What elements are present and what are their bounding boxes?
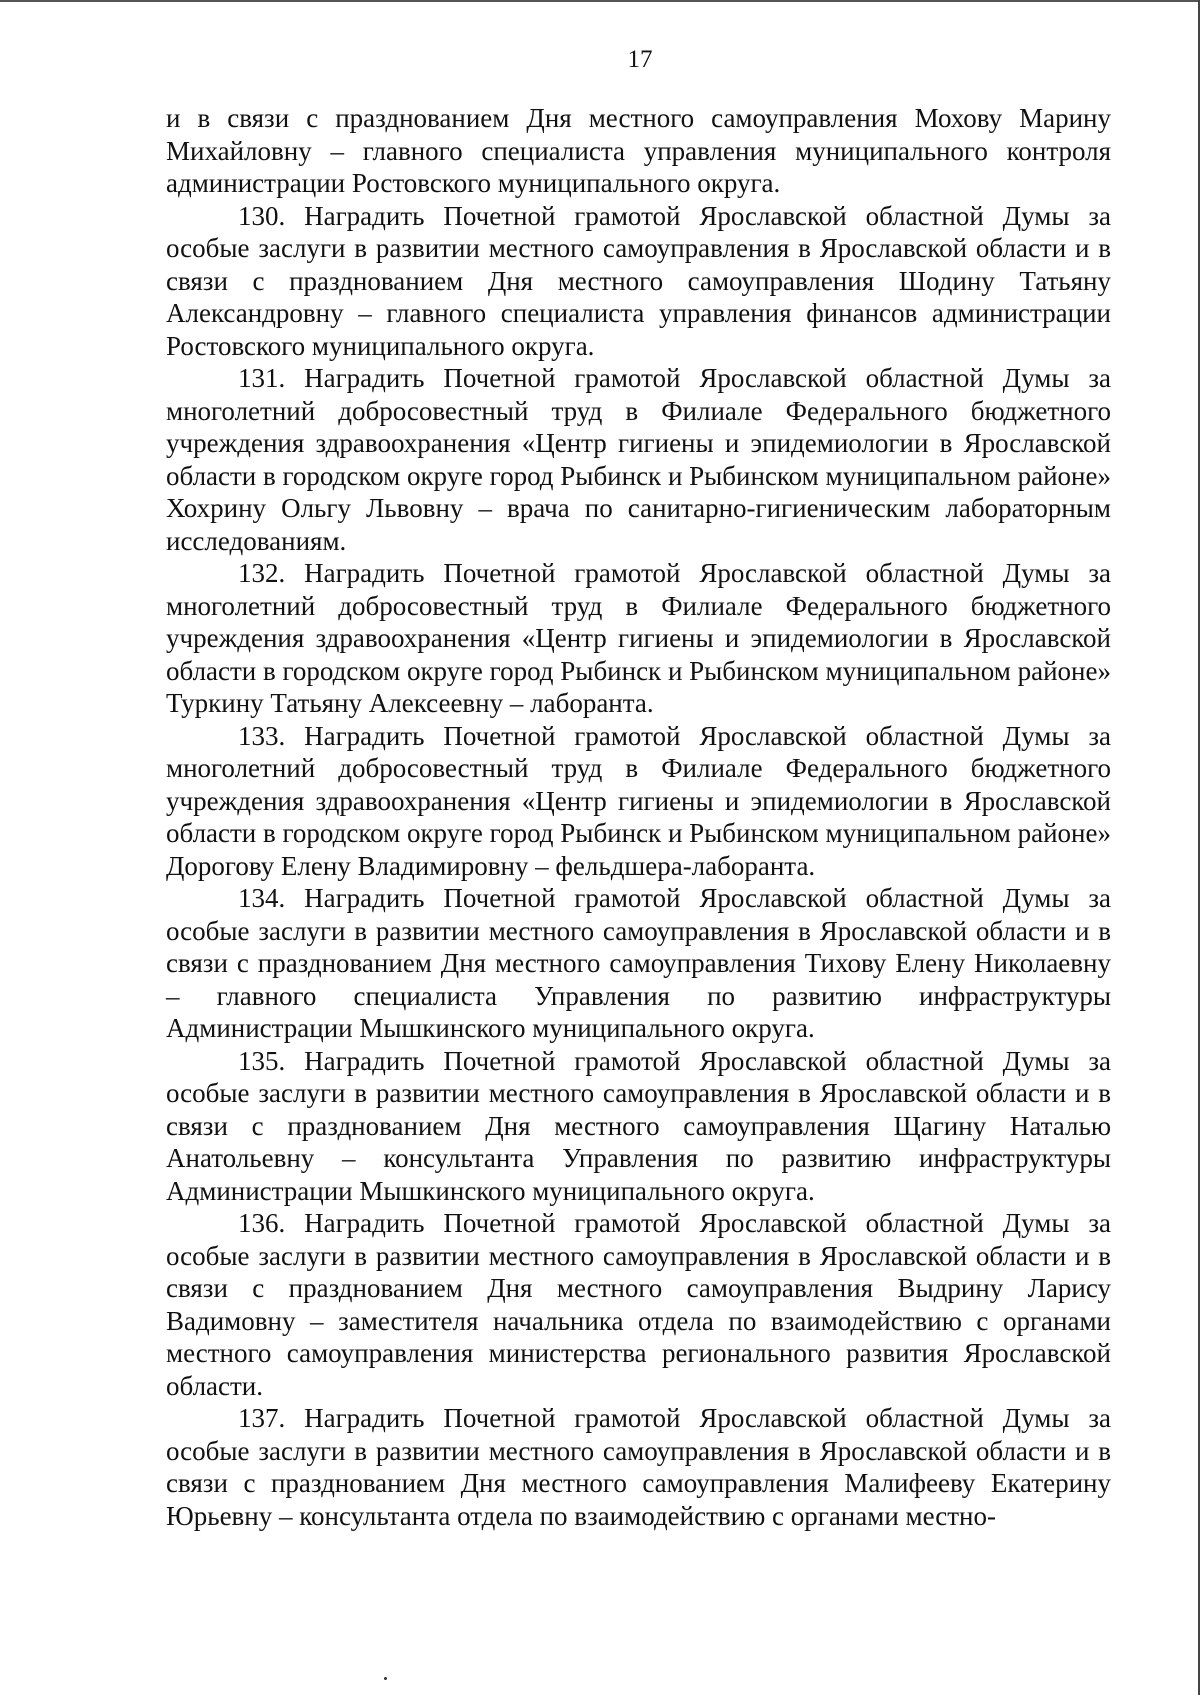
paragraph-item-137: 137. Наградить Почетной грамотой Ярославской областной Думы за особые заслуги в развитии местного самоуправления в Ярославской области и в связи с празднованием Дня местного самоуправления Малифееву Екатерину Юрьевну – консультанта отдела по взаимодействию с органами местно- <box>166 1403 1111 1531</box>
paragraph-item-135: 135. Наградить Почетной грамотой Ярославской областной Думы за особые заслуги в развитии местного самоуправления в Ярославской области и в связи с празднованием Дня местного самоуправления Щагину Наталью Анатольевну – консультанта Управления по развитию инфраструктуры Администрации Мышкинского муниципального округа. <box>166 1045 1111 1206</box>
paragraph-item-131: 131. Наградить Почетной грамотой Ярославской областной Думы за многолетний добросовестный труд в Филиале Федерального бюджетного учреждения здравоохранения «Центр гигиены и эпидемиологии в Ярославской области в городском округе город Рыбинск и Рыбинском муниципальном районе» Хохрину Ольгу Львовну – врача по санитарно-гигиеническим лабораторным исследованиям. <box>166 363 1111 556</box>
paragraph-item-130: 130. Наградить Почетной грамотой Ярославской областной Думы за особые заслуги в развитии местного самоуправления в Ярославской области и в связи с празднованием Дня местного самоуправления Шодину Татьяну Александровну – главного специалиста управления финансов администрации Ростовского муниципального округа. <box>166 200 1111 361</box>
scan-edge-top <box>0 0 1200 2</box>
paragraph-continuation: и в связи с празднованием Дня местного самоуправления Мохову Марину Михайловну – главного специалиста управления муниципального контроля администрации Ростовского муниципального округа. <box>166 103 1111 198</box>
document-body <box>166 102 1111 1532</box>
paragraph-item-136: 136. Наградить Почетной грамотой Ярославской областной Думы за особые заслуги в развитии местного самоуправления в Ярославской области и в связи с празднованием Дня местного самоуправления Выдрину Ларису Вадимовну – заместителя начальника отдела по взаимодействию с органами местного самоуправления министерства регионального развития Ярославской области. <box>166 1208 1111 1401</box>
page-number: 17 <box>627 46 653 73</box>
scan-artifact-dot <box>384 1677 387 1680</box>
paragraph-item-132: 132. Наградить Почетной грамотой Ярославской областной Думы за многолетний добросовестный труд в Филиале Федерального бюджетного учреждения здравоохранения «Центр гигиены и эпидемиологии в Ярославской области в городском округе город Рыбинск и Рыбинском муниципальном районе» Туркину Татьяну Алексеевну – лаборанта. <box>166 558 1111 718</box>
paragraph-item-134: 134. Наградить Почетной грамотой Ярославской областной Думы за особые заслуги в развитии местного самоуправления в Ярославской области и в связи с празднованием Дня местного самоуправления Тихову Елену Николаевну – главного специалиста Управления по развитию инфраструктуры Администрации Мышкинского муниципального округа. <box>166 883 1111 1043</box>
paragraph-item-133: 133. Наградить Почетной грамотой Ярославской областной Думы за многолетний добросовестный труд в Филиале Федерального бюджетного учреждения здравоохранения «Центр гигиены и эпидемиологии в Ярославской области в городском округе город Рыбинск и Рыбинском муниципальном районе» Дорогову Елену Владимировну – фельдшера-лаборанта. <box>166 720 1111 881</box>
